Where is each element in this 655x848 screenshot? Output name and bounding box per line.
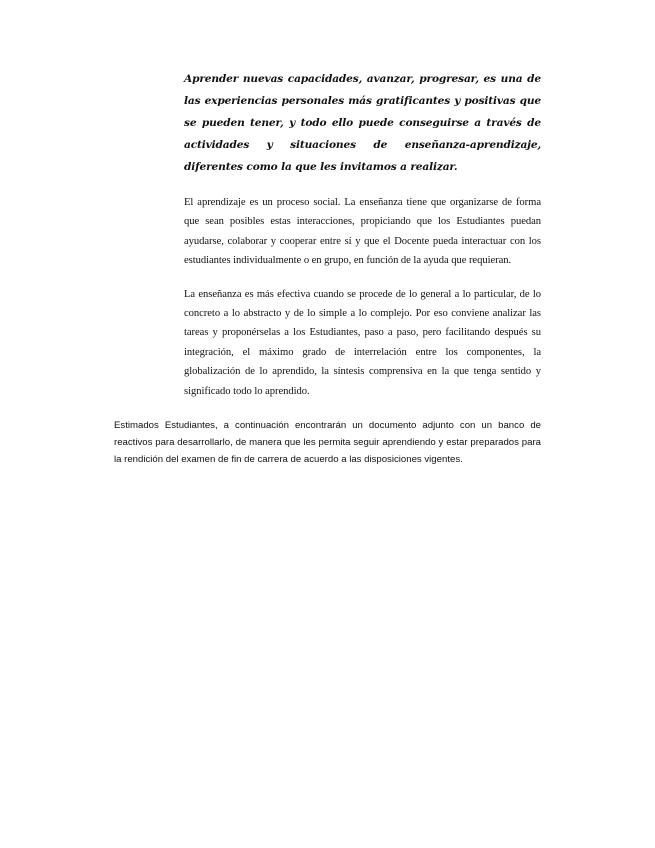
closing-paragraph: Estimados Estudiantes, a continuación encontrarán un documento adjunto con un banco de reactivos para desarrollarlo, de manera que les permita seguir aprendiendo y estar preparados para la rendición del examen de fin de carrera de acuerdo a las disposiciones vigentes. <box>114 420 541 465</box>
teaching-effective-paragraph: La enseñanza es más efectiva cuando se procede de lo general a lo particular, de lo concreto a lo abstracto y de lo simple a lo complejo. Por eso conviene analizar las tareas y proponérselas a los Estudiantes, paso a paso, pero facilitando después su integración, el máximo grado de interrelación entre los componentes, la globalización de lo aprendido, la síntesis comprensiva en la que tenga sentido y significado todo lo aprendido. <box>184 288 541 397</box>
lead-paragraph: Aprender nuevas capacidades, avanzar, progresar, es una de las experiencias personales más gratificantes y positivas que se pueden tener, y todo ello puede conseguirse a través de actividades y situaciones de enseñanza-aprendizaje, diferentes como la que les invitamos a realizar. <box>184 73 541 173</box>
learning-social-paragraph: El aprendizaje es un proceso social. La enseñanza tiene que organizarse de forma que sean posibles estas interacciones, propiciando que los Estudiantes puedan ayudarse, colaborar y cooperar entre sí y que el Docente pueda interactuar con los estudiantes individualmente o en grupo, en función de la ayuda que requieran. <box>184 197 541 267</box>
intro-block <box>184 68 541 415</box>
